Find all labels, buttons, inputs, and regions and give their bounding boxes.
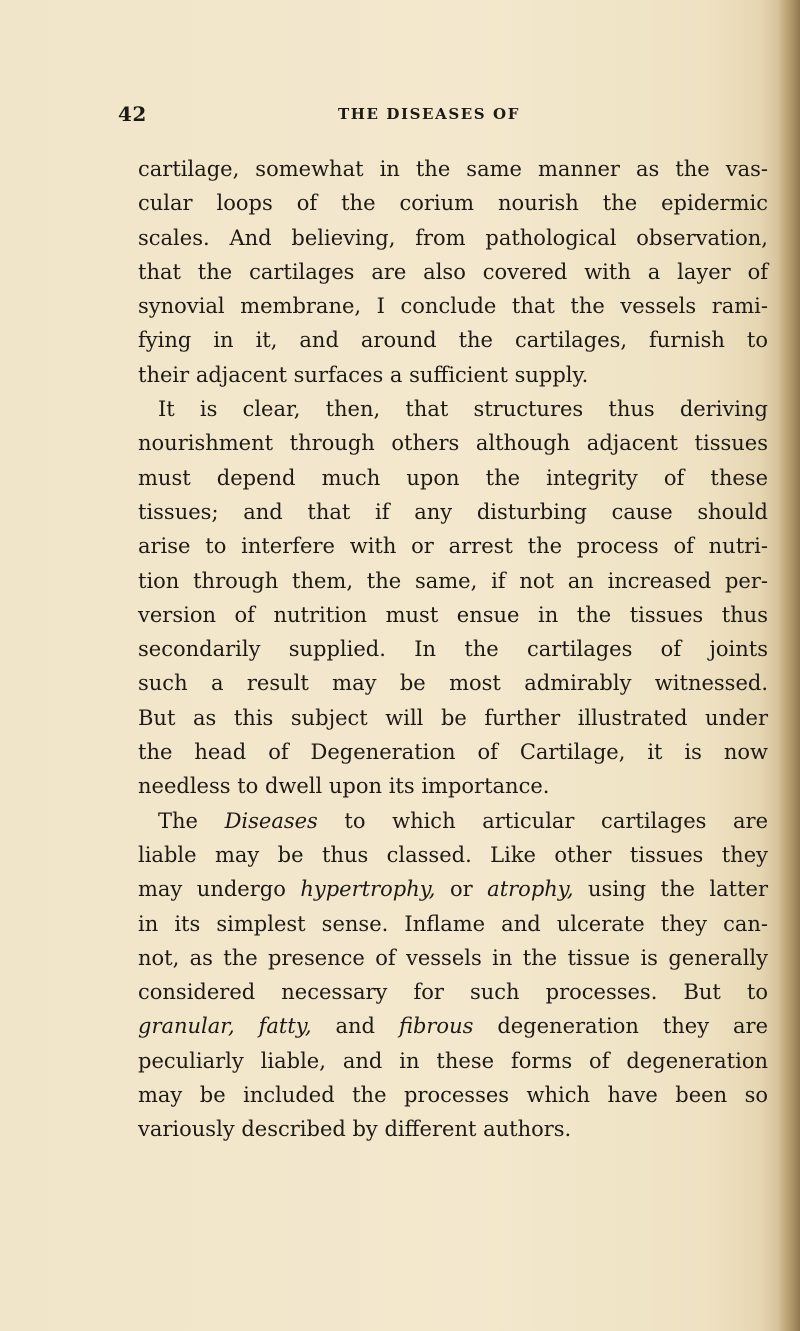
text-line: that the cartilages are also covered with a layer of — [138, 259, 768, 284]
text-line: needless to dwell upon its importance. — [138, 774, 550, 799]
text-line: variously described by different authors. — [138, 1117, 572, 1142]
page-edge-shadow — [778, 0, 800, 1331]
text-line: version of nutrition must ensue in the tissues thus — [138, 602, 768, 627]
page-number: 42 — [118, 102, 147, 126]
page-header — [118, 102, 718, 132]
text-line: must depend much upon the integrity of these — [138, 465, 768, 490]
text-line: cartilage, somewhat in the same manner as the vas- — [138, 157, 768, 181]
text-line: peculiarly liable, and in these forms of degeneration — [138, 1048, 768, 1073]
text-line: in its simplest sense. Inflame and ulcerate they can- — [138, 911, 768, 936]
text-line: their adjacent surfaces a sufficient supply. — [138, 362, 589, 387]
text-line: may undergo hypertrophy, or atrophy, using the latter — [138, 877, 768, 902]
text-line: arise to interfere with or arrest the process of nutri- — [138, 534, 768, 559]
text-line: liable may be thus classed. Like other tissues they — [138, 842, 768, 867]
text-line: synovial membrane, I conclude that the vessels rami- — [138, 294, 768, 319]
text-line: scales. And believing, from pathological observation, — [138, 225, 768, 250]
text-line: fying in it, and around the cartilages, furnish to — [138, 328, 768, 353]
text-line: It is clear, then, that structures thus deriving — [158, 397, 768, 422]
text-line: the head of Degeneration of Cartilage, it is now — [138, 740, 768, 765]
text-line: secondarily supplied. In the cartilages of joints — [138, 637, 768, 662]
running-head: THE DISEASES OF — [338, 105, 520, 123]
text-line: nourishment through others although adjacent tissues — [138, 431, 768, 456]
text-line: The Diseases to which articular cartilages are — [158, 808, 768, 833]
text-line: But as this subject will be further illustrated under — [138, 705, 768, 730]
body-text — [138, 152, 768, 1147]
text-line: such a result may be most admirably witnessed. — [138, 671, 768, 696]
text-line: may be included the processes which have been so — [138, 1083, 768, 1108]
text-line: not, as the presence of vessels in the tissue is generally — [138, 945, 768, 970]
text-line: tion through them, the same, if not an increased per- — [138, 568, 768, 593]
text-line: tissues; and that if any disturbing cause should — [138, 499, 768, 524]
text-line: granular, fatty, and fibrous degeneration they are — [138, 1014, 769, 1039]
text-line: cular loops of the corium nourish the epidermic — [138, 191, 768, 216]
text-line: considered necessary for such processes. But to — [138, 980, 768, 1005]
